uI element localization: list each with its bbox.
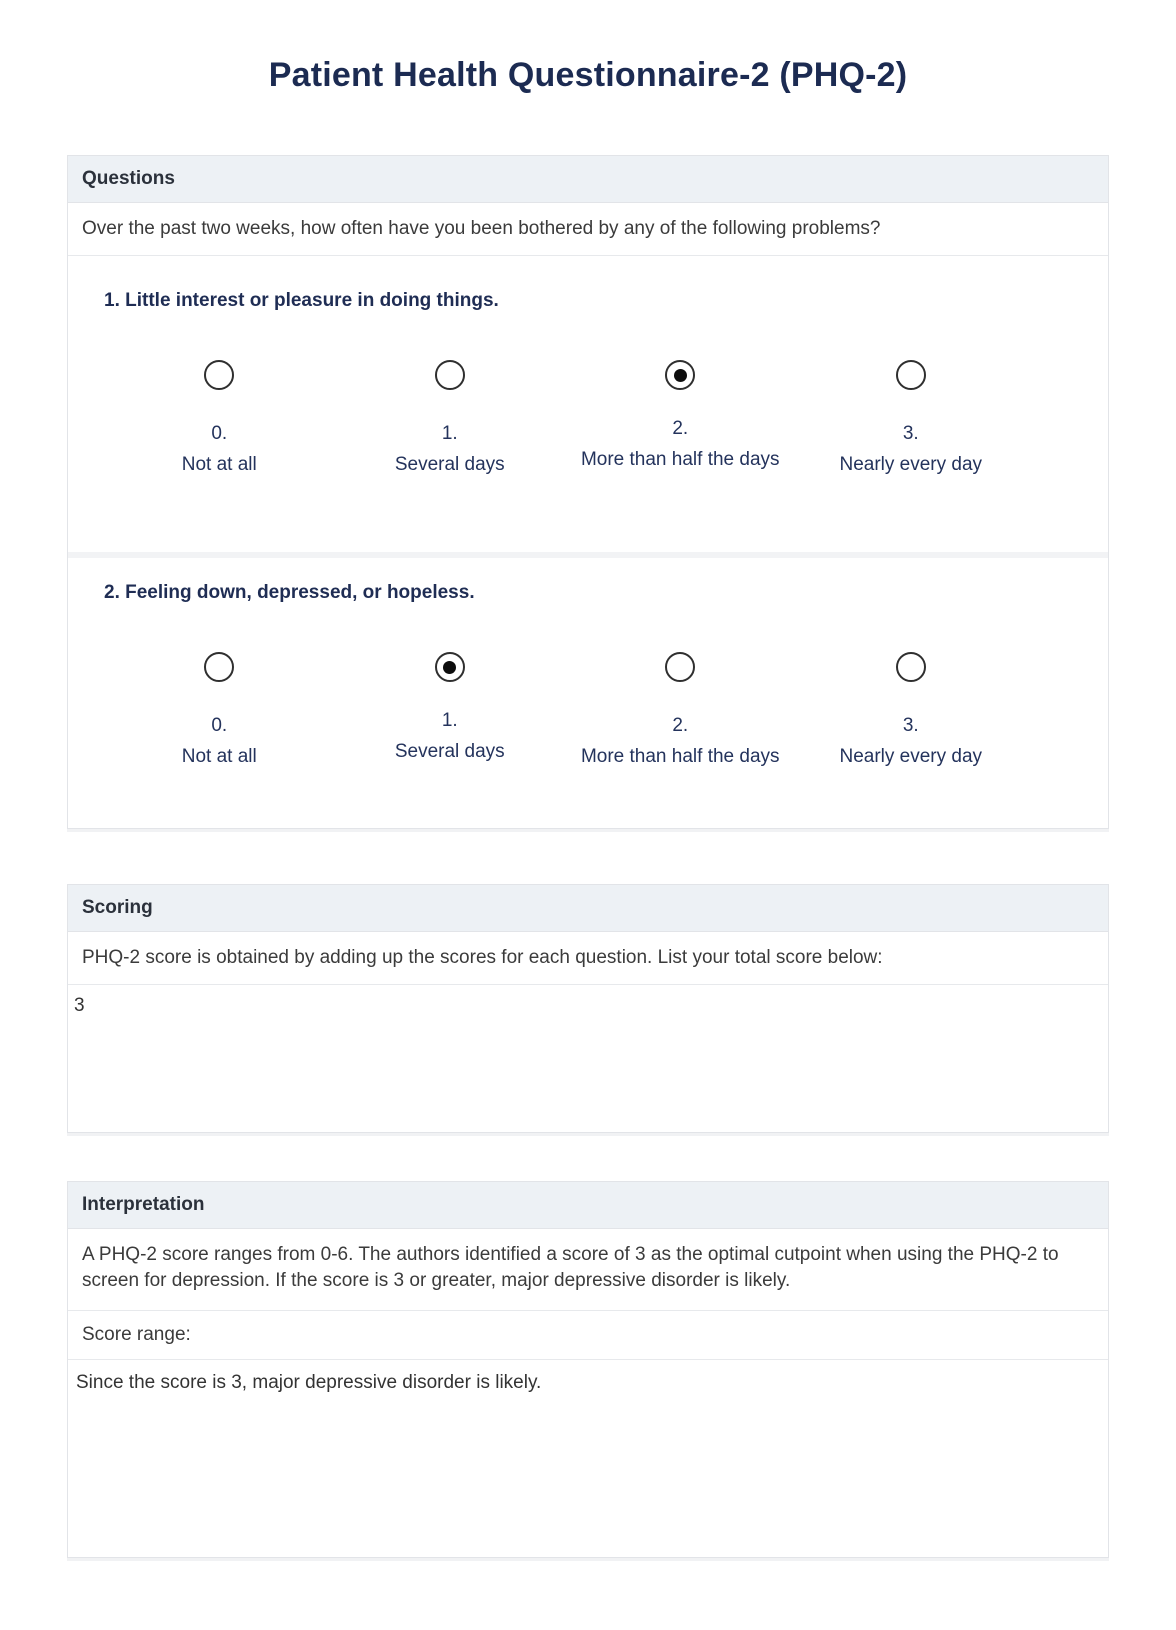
options-row	[68, 360, 1108, 476]
radio-icon[interactable]	[896, 652, 926, 682]
option-column-3	[796, 360, 1027, 476]
score-range-label: Score range:	[68, 1311, 1108, 1360]
interpretation-description-text: A PHQ-2 score ranges from 0-6. The authors identified a score of 3 as the optimal cutpoint when using the PHQ-2 to screen for depression. If the score is 3 or greater, major depressive disorder is likely.	[68, 1229, 1108, 1311]
option-number: 2.	[672, 715, 689, 736]
options-row	[68, 652, 1108, 768]
scoring-section-header: Scoring	[68, 885, 1108, 932]
radio-icon[interactable]	[435, 360, 465, 390]
radio-icon[interactable]	[665, 652, 695, 682]
questions-section	[67, 155, 1109, 829]
option-label: Several days	[394, 454, 505, 475]
question-title: 2. Feeling down, depressed, or hopeless.	[104, 582, 475, 603]
option-label: Nearly every day	[839, 746, 983, 767]
question-title: 1. Little interest or pleasure in doing things.	[104, 290, 499, 311]
interpretation-section-header: Interpretation	[68, 1182, 1108, 1229]
option-number: 1.	[441, 710, 458, 731]
interpretation-section	[67, 1181, 1109, 1558]
option-number: 3.	[902, 423, 919, 444]
questions-section-header: Questions	[68, 156, 1108, 203]
radio-icon[interactable]	[204, 360, 234, 390]
option-label: Several days	[394, 741, 505, 762]
radio-selected-icon[interactable]	[665, 360, 695, 390]
option-column-1	[335, 360, 566, 476]
total-score-field[interactable]: 3	[74, 995, 85, 1016]
question-block-1	[68, 256, 1108, 558]
scoring-section	[67, 884, 1109, 1133]
questions-intro-text: Over the past two weeks, how often have you been bothered by any of the following problems?	[68, 203, 1108, 256]
interpretation-result-field[interactable]: Since the score is 3, major depressive disorder is likely.	[76, 1372, 542, 1393]
option-column-2	[565, 652, 796, 768]
option-column-1	[335, 652, 566, 768]
option-label: Not at all	[181, 746, 257, 767]
option-column-2	[565, 360, 796, 476]
option-label: More than half the days	[580, 746, 780, 767]
radio-icon[interactable]	[204, 652, 234, 682]
option-number: 0.	[211, 423, 228, 444]
page-title: Patient Health Questionnaire-2 (PHQ-2)	[268, 56, 908, 94]
option-label: Not at all	[181, 454, 257, 475]
question-block-2	[68, 558, 1108, 828]
option-column-3	[796, 652, 1027, 768]
option-column-0	[104, 360, 335, 476]
option-label: Nearly every day	[839, 454, 983, 475]
questions-list	[68, 256, 1108, 828]
option-number: 2.	[672, 418, 689, 439]
option-number: 1.	[441, 423, 458, 444]
radio-selected-icon[interactable]	[435, 652, 465, 682]
option-number: 0.	[211, 715, 228, 736]
scoring-instruction-text: PHQ-2 score is obtained by adding up the scores for each question. List your total score below:	[68, 932, 1108, 985]
option-number: 3.	[902, 715, 919, 736]
option-label: More than half the days	[580, 449, 780, 470]
form-container	[67, 155, 1109, 1558]
radio-icon[interactable]	[896, 360, 926, 390]
option-column-0	[104, 652, 335, 768]
